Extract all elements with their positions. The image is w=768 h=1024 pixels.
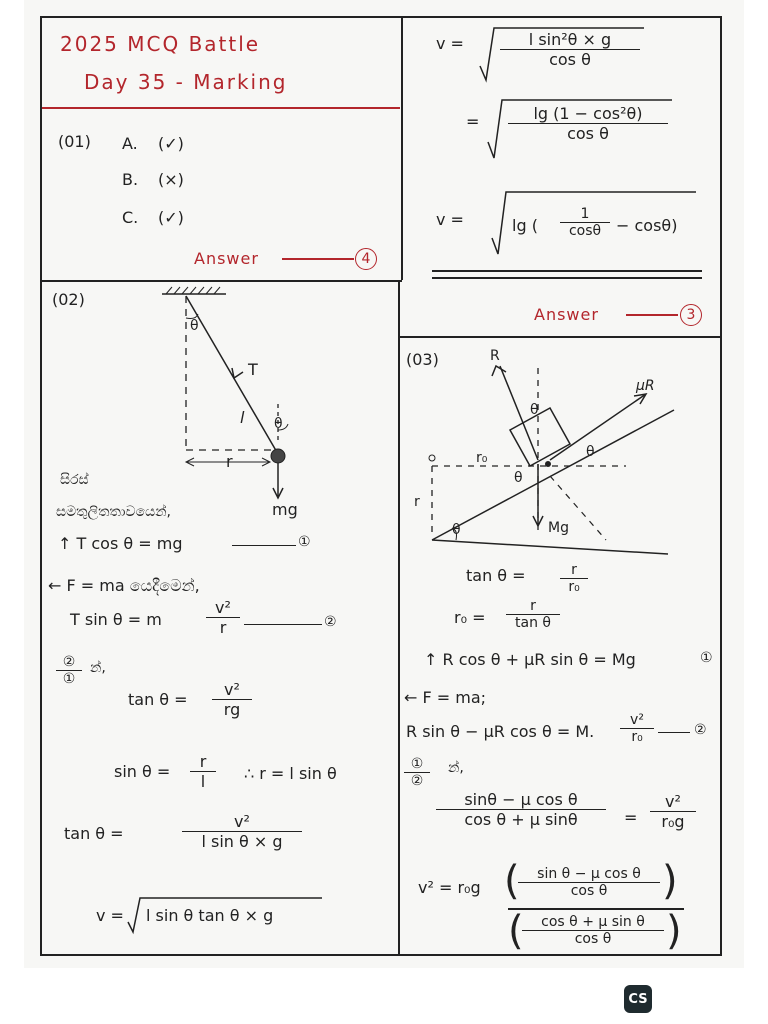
rt-eq2-fraction — [508, 104, 668, 143]
q2-eq4-num: r — [190, 752, 216, 772]
q3-ratio — [404, 756, 430, 789]
q3-eq6-left: v² = r₀g — [418, 878, 481, 897]
q3-ratio-word: න්, — [448, 760, 464, 776]
q3-newton-line: ← F = ma; — [404, 688, 487, 707]
q3-eq1-den: r₀ — [568, 579, 580, 595]
q1-option-c-mark: (✓) — [158, 208, 184, 227]
rt-v-label: v = — [436, 34, 464, 53]
column-divider — [401, 16, 403, 280]
rt-eq1-den: cos θ — [549, 50, 591, 69]
q1-answer-value: 4 — [355, 248, 377, 270]
column-divider-lower — [398, 280, 400, 954]
q2-diagram-weight: mg — [272, 500, 298, 519]
q2-eq1: ↑ T cos θ = mg — [58, 534, 183, 553]
q3-eq4-no: ② — [694, 722, 707, 738]
q2-eq4-left: sin θ = — [114, 762, 171, 781]
q3-eq2-den: tan θ — [515, 615, 551, 631]
q3-eq5-num: sinθ − μ cos θ — [436, 790, 606, 810]
q3-eq5-den: cos θ + μ sinθ — [464, 810, 578, 829]
rt-eq2-den: cos θ — [567, 124, 609, 143]
q2-eq4-right: ∴ r = l sin θ — [244, 764, 337, 783]
q3-eq2-left: r₀ = — [454, 608, 486, 627]
q2-ratio — [56, 654, 82, 687]
q3-eq4-left: R sin θ − μR cos θ = M. — [406, 722, 595, 741]
q3-eq5-rden: r₀g — [661, 812, 685, 831]
q3-diagram-theta-3: θ — [530, 402, 539, 418]
q3-eq1-left: tan θ = — [466, 566, 526, 585]
q1-option-a-label: A. — [122, 134, 138, 153]
rt-eq-sign: = — [466, 112, 480, 131]
q2-pendulum-diagram — [150, 284, 310, 514]
q2-eq1-no: ① — [298, 534, 311, 550]
q2-ratio-bottom: ① — [62, 671, 76, 687]
q2-sinhala-line-2: සමතුලිතතාවයෙන්, — [56, 504, 172, 520]
q3-eq5-eq: = — [624, 808, 638, 827]
q3-eq3: ↑ R cos θ + μR sin θ = Mg — [424, 650, 636, 669]
rt-answer-label: Answer — [534, 305, 599, 324]
q3-diagram-theta-2: θ — [514, 470, 523, 486]
q3-eq2-num: r — [506, 598, 560, 615]
title-line-2: Day 35 - Marking — [84, 70, 288, 94]
q2-eq2-den: r — [219, 618, 227, 637]
q3-diagram-theta-4: θ — [586, 444, 595, 460]
q2-eq2-left: T sin θ = m — [70, 610, 162, 629]
q3-diagram-reaction: R — [490, 348, 500, 364]
q3-eq3-no: ① — [700, 650, 713, 666]
q2-eq3-num: v² — [212, 680, 252, 700]
q3-eq6-top-fraction — [518, 866, 660, 899]
q3-eq6-top-num: sin θ − μ cos θ — [518, 866, 660, 883]
frame-top — [40, 16, 722, 18]
rt-eq1-fraction — [500, 30, 640, 69]
q3-eq5-right — [650, 792, 696, 831]
q3-eq6-main-bar — [508, 908, 684, 910]
q3-eq2-fraction — [506, 598, 560, 631]
q3-top-line — [400, 336, 722, 338]
rt-answer-value: 3 — [680, 304, 702, 326]
q3-diagram-theta-1: θ — [452, 522, 461, 538]
q3-eq6-bot-den: cos θ — [574, 931, 612, 947]
q2-eq5-num: v² — [182, 812, 302, 832]
rt-eq1-num: l sin²θ × g — [500, 30, 640, 50]
q2-diagram-radius: r — [226, 452, 233, 471]
q1-bottom-line — [40, 280, 402, 282]
q2-number: (02) — [52, 290, 85, 309]
q2-eq1-line — [232, 545, 296, 546]
q1-option-b-mark: (×) — [158, 170, 184, 189]
q3-diagram-friction: μR — [636, 378, 655, 394]
q2-eq3-left: tan θ = — [128, 690, 188, 709]
q1-option-c-label: C. — [122, 208, 139, 227]
rt-v-label-2: v = — [436, 210, 464, 229]
q3-eq5-rnum: v² — [650, 792, 696, 812]
camscanner-logo-text: CS — [628, 991, 648, 1007]
q1-answer-line — [282, 258, 354, 260]
q2-newton-line: ← F = ma යෙදීමෙන්, — [48, 576, 200, 595]
q3-eq4-den: r₀ — [631, 729, 643, 745]
q2-eq2-line — [244, 624, 322, 625]
rt-eq3-fraction — [560, 206, 610, 239]
q2-sinhala-line-1: සිරස් — [60, 472, 89, 488]
q3-eq4-num: v² — [620, 712, 654, 729]
rt-eq3-pre: lg ( — [512, 216, 538, 235]
rt-answer-line — [626, 314, 678, 316]
q2-eq4-den: l — [200, 772, 206, 791]
rt-eq3-frac-den: cosθ — [568, 223, 602, 239]
rt-eq3-post: − cosθ) — [616, 216, 678, 235]
q3-eq6-bot-fraction — [522, 914, 664, 947]
q2-eq2-num: v² — [206, 598, 240, 618]
q1-option-b-label: B. — [122, 170, 139, 189]
q3-eq6-open-paren: ( — [504, 858, 520, 904]
rt-eq2-num: lg (1 − cos²θ) — [508, 104, 668, 124]
q3-number: (03) — [406, 350, 439, 369]
q3-eq1-fraction — [560, 562, 588, 595]
q3-diagram-r0: r₀ — [476, 450, 488, 466]
q3-diagram-r: r — [414, 494, 420, 510]
frame-right — [720, 16, 722, 954]
title-line-1: 2025 MCQ Battle — [60, 32, 261, 56]
q2-eq4-fraction — [190, 752, 216, 791]
q3-ratio-bottom: ② — [410, 773, 424, 789]
header-underline — [42, 107, 400, 109]
q2-ratio-word: න්, — [90, 660, 106, 676]
q2-eq2-no: ② — [324, 614, 337, 630]
q2-eq6-root: l sin θ tan θ × g — [146, 906, 274, 925]
q2-diagram-tension: T — [248, 360, 258, 379]
q2-eq3-den: rg — [223, 700, 241, 719]
q3-eq1-num: r — [560, 562, 588, 579]
q3-eq4-fraction — [620, 712, 654, 745]
q3-eq6-bot-num: cos θ + μ sin θ — [522, 914, 664, 931]
q2-diagram-theta-2: θ — [274, 416, 283, 432]
q3-diagram-weight: Mg — [548, 520, 569, 536]
q1-answer-label: Answer — [194, 249, 259, 268]
q2-diagram-length: l — [240, 408, 245, 427]
q3-eq6-top-den: cos θ — [570, 883, 608, 899]
camscanner-logo — [624, 985, 652, 1013]
q2-eq3-fraction — [212, 680, 252, 719]
frame-bottom — [40, 954, 722, 956]
q3-eq6-close-paren-2: ) — [666, 908, 682, 954]
q2-diagram-theta: θ — [190, 318, 199, 334]
q3-eq6-close-paren: ) — [662, 858, 678, 904]
q2-eq5-fraction — [182, 812, 302, 851]
right-divider-b — [432, 277, 702, 279]
q2-ratio-top: ② — [56, 654, 82, 671]
q3-eq6-open-paren-2: ( — [508, 908, 524, 954]
q1-option-a-mark: (✓) — [158, 134, 184, 153]
q2-eq5-left: tan θ = — [64, 824, 124, 843]
rt-eq3-frac-num: 1 — [560, 206, 610, 223]
q3-eq4-line — [658, 732, 690, 733]
q2-eq6-left: v = — [96, 906, 124, 925]
frame-left — [40, 16, 42, 954]
right-divider-a — [432, 270, 702, 272]
q2-eq2-fraction — [206, 598, 240, 637]
q3-eq5-fraction — [436, 790, 606, 829]
q3-ratio-top: ① — [404, 756, 430, 773]
q2-eq5-den: l sin θ × g — [201, 832, 283, 851]
q1-number: (01) — [58, 132, 91, 151]
